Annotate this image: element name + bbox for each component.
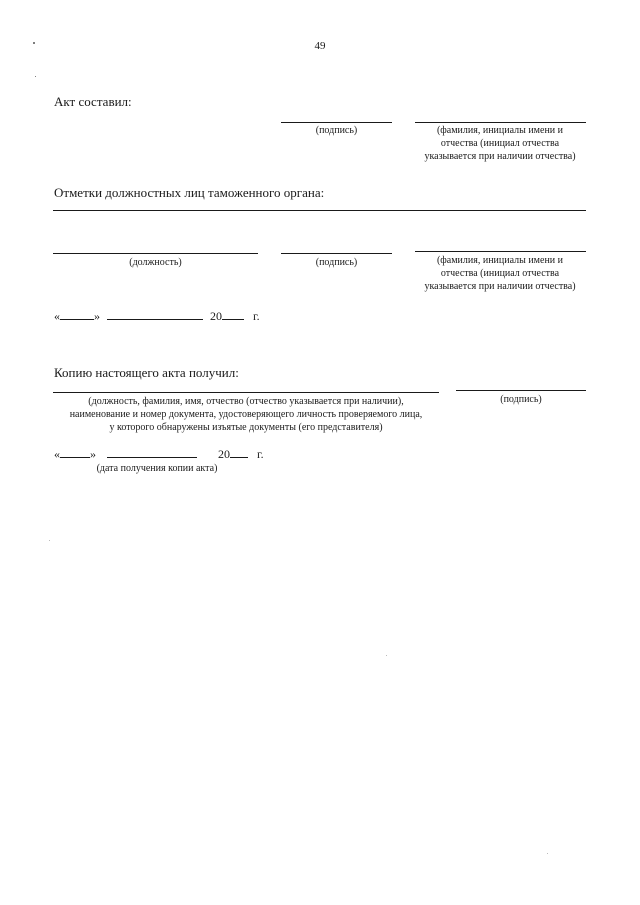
year-prefix: 20 — [210, 309, 222, 323]
month-blank — [107, 309, 203, 320]
close-quote: » — [94, 309, 100, 323]
caption-line: (должность, фамилия, имя, отчество (отчество указывается при наличии), — [88, 396, 404, 407]
person-caption-recipient — [40, 395, 452, 434]
section-heading-copy-received: Копию настоящего акта получил: — [54, 365, 239, 380]
section-heading-customs-marks: Отметки должностных лиц таможенного органа: — [54, 185, 325, 200]
open-quote: « — [54, 309, 60, 323]
caption-line: отчества (инициал отчества — [440, 138, 560, 149]
caption-line: указывается при наличии отчества) — [424, 281, 576, 292]
date-caption-recipient: (дата получения копии акта) — [96, 463, 218, 474]
caption-line: указывается при наличии отчества) — [424, 151, 576, 162]
caption-line: (фамилия, инициалы имени и — [436, 255, 564, 266]
scan-speck — [35, 76, 36, 77]
section-heading-compiled-by: Акт составил: — [54, 94, 132, 109]
year-blank — [222, 309, 244, 320]
name-line-compiler — [415, 122, 586, 123]
year-prefix: 20 — [218, 447, 230, 461]
position-line-official — [53, 253, 258, 254]
date-row-recipient — [54, 447, 264, 462]
caption-line: (фамилия, инициалы имени и — [436, 125, 564, 136]
year-suffix: г. — [253, 309, 260, 323]
marks-line — [53, 210, 586, 211]
signature-caption: (подпись) — [500, 394, 542, 405]
scan-speck — [386, 655, 387, 656]
position-caption: (должность) — [129, 257, 182, 268]
open-quote: « — [54, 447, 60, 461]
page-number: 49 — [314, 40, 326, 52]
name-caption-official — [405, 254, 595, 293]
signature-line-official — [281, 253, 392, 254]
person-line-recipient — [53, 392, 439, 393]
day-blank — [60, 447, 90, 458]
signature-line-compiler — [281, 122, 392, 123]
caption-line: отчества (инициал отчества — [440, 268, 560, 279]
close-quote: » — [90, 447, 96, 461]
scan-speck — [547, 853, 548, 854]
name-line-official — [415, 251, 586, 252]
signature-caption: (подпись) — [315, 257, 358, 268]
signature-line-recipient — [456, 390, 586, 391]
signature-caption: (подпись) — [315, 125, 358, 136]
month-blank — [107, 447, 197, 458]
caption-line: у которого обнаружены изъятые документы (его представителя) — [109, 422, 383, 433]
year-suffix: г. — [257, 447, 264, 461]
scan-speck — [49, 540, 50, 541]
name-caption-compiler — [405, 124, 595, 163]
caption-line: наименование и номер документа, удостоверяющего личность проверяемого лица, — [69, 409, 423, 420]
day-blank — [60, 309, 94, 320]
date-row-official — [54, 309, 260, 324]
year-blank — [230, 447, 248, 458]
